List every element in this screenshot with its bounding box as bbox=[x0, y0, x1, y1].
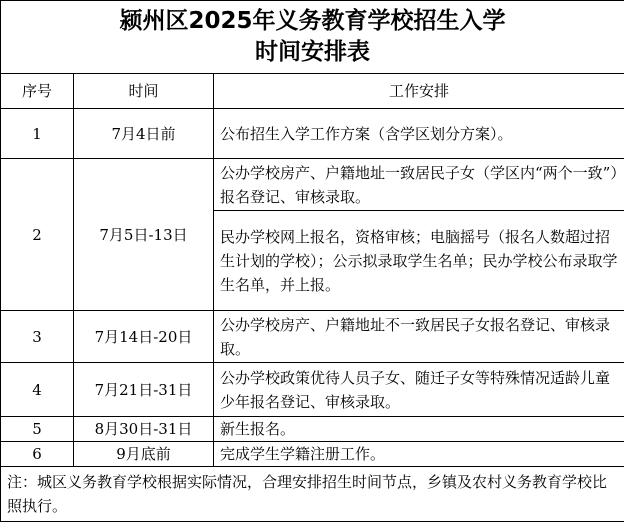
row-seq: 5 bbox=[1, 417, 74, 442]
title-line-1: 颍州区2025年义务教育学校招生入学 bbox=[119, 8, 506, 34]
row-time: 7月14日-20日 bbox=[74, 311, 214, 363]
row-time: 8月30日-31日 bbox=[74, 417, 214, 442]
table-row bbox=[1, 417, 624, 442]
note-row bbox=[1, 467, 624, 522]
row-work: 完成学生学籍注册工作。 bbox=[214, 442, 624, 467]
table-title bbox=[1, 1, 624, 74]
row-time: 7月5日-13日 bbox=[74, 159, 214, 311]
header-work: 工作安排 bbox=[214, 74, 624, 109]
table-row bbox=[1, 442, 624, 467]
title-row bbox=[1, 1, 624, 74]
row-time: 7月4日前 bbox=[74, 109, 214, 159]
table-row bbox=[1, 311, 624, 363]
row-work-a: 公办学校房产、户籍地址一致居民子女（学区内“两个一致”）报名登记、审核录取。 bbox=[214, 159, 624, 211]
header-seq: 序号 bbox=[1, 74, 74, 109]
row-seq: 1 bbox=[1, 109, 74, 159]
table-row bbox=[1, 159, 624, 211]
row-time: 7月21日-31日 bbox=[74, 363, 214, 417]
row-work-b: 民办学校网上报名，资格审核；电脑摇号（报名人数超过招生计划的学校）；公示拟录取学生名单；民办学校公布录取学生名单，并上报。 bbox=[214, 211, 624, 311]
title-line-2: 时间安排表 bbox=[255, 39, 370, 65]
table-row bbox=[1, 109, 624, 159]
row-work: 公办学校政策优待人员子女、随迁子女等特殊情况适龄儿童少年报名登记、审核录取。 bbox=[214, 363, 624, 417]
table-row bbox=[1, 363, 624, 417]
row-seq: 2 bbox=[1, 159, 74, 311]
row-work: 公办学校房产、户籍地址不一致居民子女报名登记、审核录取。 bbox=[214, 311, 624, 363]
header-time: 时间 bbox=[74, 74, 214, 109]
row-seq: 6 bbox=[1, 442, 74, 467]
row-time: 9月底前 bbox=[74, 442, 214, 467]
row-work: 新生报名。 bbox=[214, 417, 624, 442]
row-seq: 4 bbox=[1, 363, 74, 417]
row-seq: 3 bbox=[1, 311, 74, 363]
note-text: 注：城区义务教育学校根据实际情况，合理安排招生时间节点，乡镇及农村义务教育学校比照执行。 bbox=[1, 467, 624, 522]
row-work: 公布招生入学工作方案（含学区划分方案）。 bbox=[214, 109, 624, 159]
header-row bbox=[1, 74, 624, 109]
